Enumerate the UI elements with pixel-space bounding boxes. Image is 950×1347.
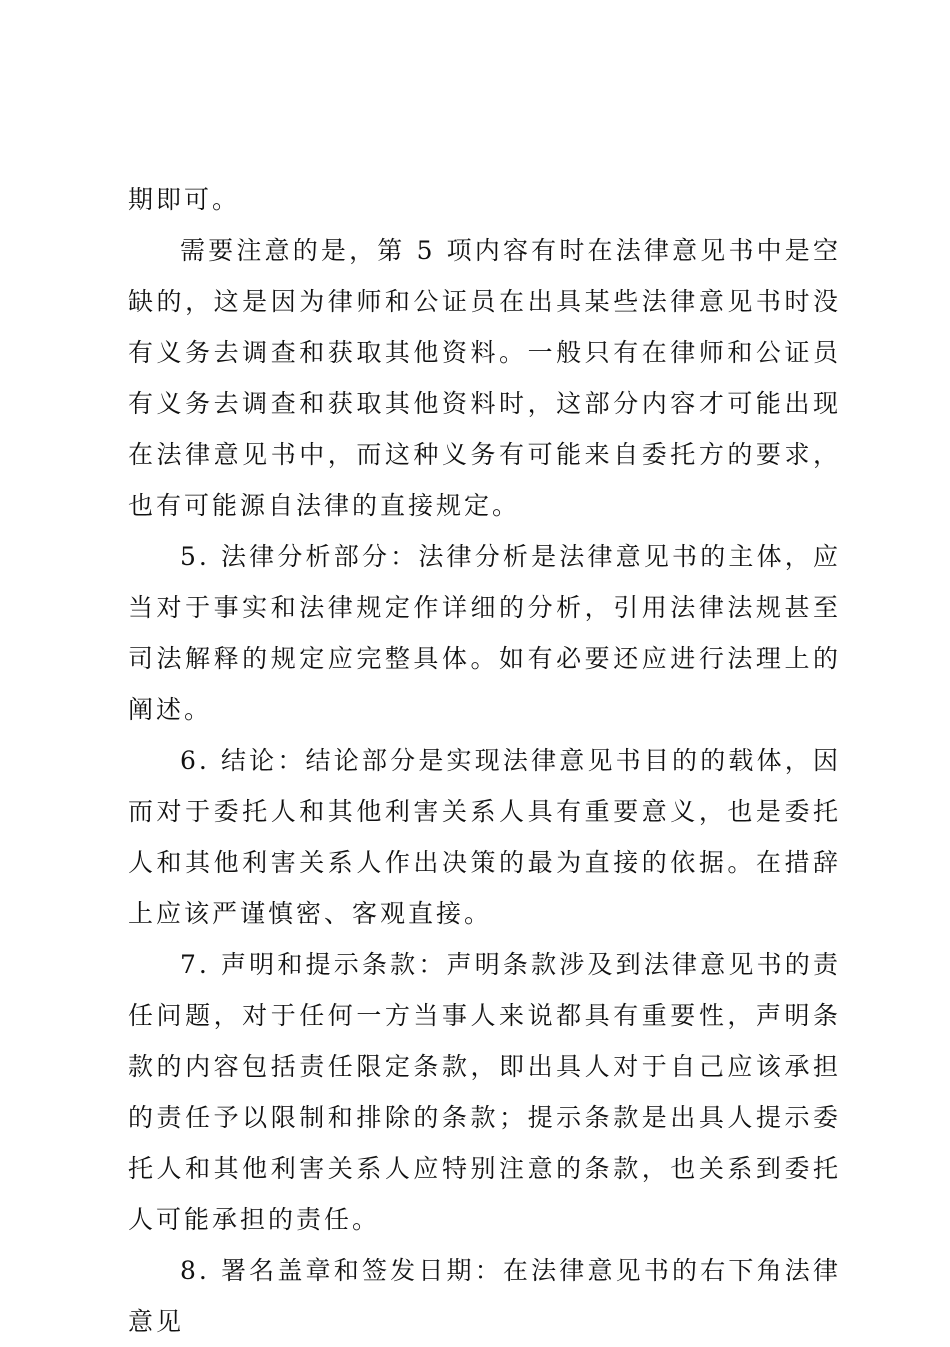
paragraph-continuation: 期即可。 — [128, 185, 241, 214]
document-body — [128, 174, 841, 1347]
paragraph-item-8: 8. 署名盖章和签发日期：在法律意见书的右下角法律意见 — [128, 1256, 841, 1336]
paragraph-item-7: 7. 声明和提示条款：声明条款涉及到法律意见书的责任问题，对于任何一方当事人来说都具有重要性，声明条款的内容包括责任限定条款，即出具人对于自己应该承担的责任予以限制和排除的条款；提示条款是出具人提示委托人和其他利害关系人应特别注意的条款，也关系到委托人可能承担的责任。 — [128, 950, 841, 1234]
paragraph-note: 需要注意的是，第 5 项内容有时在法律意见书中是空缺的，这是因为律师和公证员在出具某些法律意见书时没有义务去调查和获取其他资料。一般只有在律师和公证员有义务去调查和获取其他资料时，这部分内容才可能出现在法律意见书中，而这种义务有可能来自委托方的要求，也有可能源自法律的直接规定。 — [128, 236, 841, 520]
paragraph-item-5: 5. 法律分析部分：法律分析是法律意见书的主体，应当对于事实和法律规定作详细的分析，引用法律法规甚至司法解释的规定应完整具体。如有必要还应进行法理上的阐述。 — [128, 542, 841, 724]
paragraph-item-6: 6. 结论：结论部分是实现法律意见书目的的载体，因而对于委托人和其他利害关系人具有重要意义，也是委托人和其他利害关系人作出决策的最为直接的依据。在措辞上应该严谨慎密、客观直接。 — [128, 746, 841, 928]
